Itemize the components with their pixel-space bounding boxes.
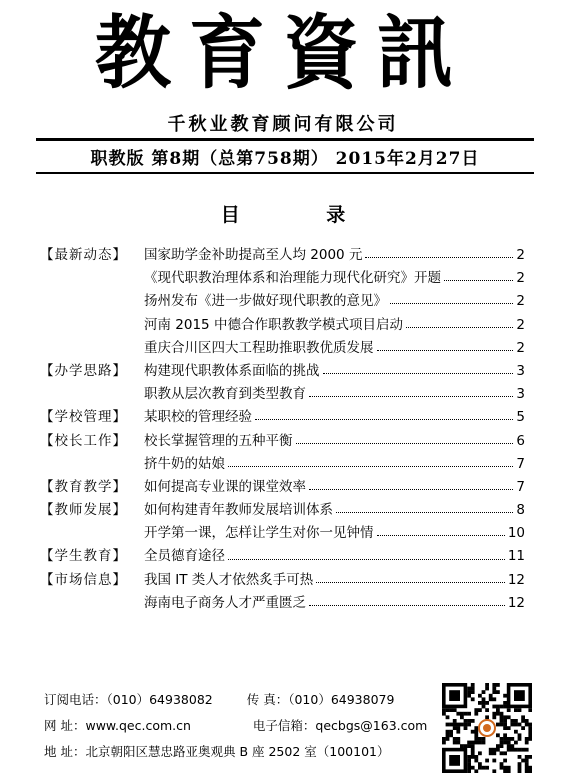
toc-page-number: 2 xyxy=(516,293,525,310)
toc-row[interactable] xyxy=(40,383,525,406)
toc-category: 【校长工作】 xyxy=(40,432,127,449)
header-rule-bottom xyxy=(36,172,534,174)
toc-leader-dots xyxy=(228,559,505,560)
toc-category: 【市场信息】 xyxy=(40,571,127,588)
masthead-title: 教育資訊 xyxy=(95,5,471,100)
toc-row[interactable] xyxy=(40,453,525,476)
toc-leader-dots xyxy=(390,303,513,304)
address: 地 址：北京朝阳区慧忠路亚奥观典 B 座 2502 室（100101） xyxy=(44,744,390,759)
toc-entry[interactable] xyxy=(144,499,525,522)
toc-leader-dots xyxy=(309,489,513,490)
toc-leader-dots xyxy=(309,396,513,397)
toc-entry-title: 《现代职教治理体系和治理能力现代化研究》开题 xyxy=(144,270,441,287)
toc-entry-title: 职教从层次教育到类型教育 xyxy=(144,386,306,403)
toc-leader-dots xyxy=(365,257,513,258)
toc-page-number: 10 xyxy=(507,525,525,542)
toc-row[interactable] xyxy=(40,499,525,522)
company-name: 千秋业教育顾问有限公司 xyxy=(167,114,399,135)
toc-row[interactable] xyxy=(40,290,525,313)
toc-page-number: 5 xyxy=(516,409,525,426)
toc-entry[interactable] xyxy=(144,267,525,290)
subscribe-phone: 订阅电话：（010）64938082 xyxy=(44,692,213,707)
toc-leader-dots xyxy=(377,535,505,536)
toc-entry-title: 如何构建青年教师发展培训体系 xyxy=(144,502,333,519)
toc-entry[interactable] xyxy=(144,592,525,615)
toc-row[interactable] xyxy=(40,337,525,360)
toc-page-number: 2 xyxy=(516,339,525,356)
toc-page-number: 3 xyxy=(516,362,525,379)
fax-number: 传 真：（010）64938079 xyxy=(246,692,395,707)
toc-page-number: 2 xyxy=(516,247,525,263)
toc-page-number: 7 xyxy=(516,455,525,472)
toc-page-number: 12 xyxy=(507,571,525,588)
toc-row[interactable] xyxy=(40,522,525,545)
toc-category: 【学校管理】 xyxy=(40,409,127,426)
contact-line-address xyxy=(44,742,389,762)
toc-entry[interactable] xyxy=(144,406,525,429)
toc-entry-title: 国家助学金补助提高至人均 2000 元 xyxy=(144,247,363,263)
toc-page-number: 12 xyxy=(507,594,525,611)
toc-page-number: 2 xyxy=(516,270,525,287)
toc-row[interactable] xyxy=(40,476,525,499)
toc-leader-dots xyxy=(406,327,513,328)
toc-row[interactable] xyxy=(40,569,525,592)
toc-entry-title: 全员德育途径 xyxy=(144,548,225,565)
toc-leader-dots xyxy=(228,466,513,467)
toc-entry[interactable] xyxy=(144,383,525,406)
toc-leader-dots xyxy=(255,419,513,420)
toc-entry-title: 某职校的管理经验 xyxy=(144,409,252,426)
toc-entry-title: 我国 IT 类人才依然炙手可热 xyxy=(144,571,314,588)
toc-category: 【教育教学】 xyxy=(40,478,127,495)
toc-category: 【办学思路】 xyxy=(40,362,127,379)
toc-row[interactable] xyxy=(40,406,525,429)
header-rule-top xyxy=(36,138,534,141)
email[interactable]: 电子信箱：qecbgs@163.com xyxy=(252,718,428,733)
toc-category: 【最新动态】 xyxy=(40,247,127,263)
toc-entry-title: 开学第一课，怎样让学生对你一见钟情 xyxy=(144,525,374,542)
toc-page-number: 3 xyxy=(516,386,525,403)
toc-entry-title: 河南 2015 中德合作职教教学模式项目启动 xyxy=(144,316,403,333)
toc-entry[interactable] xyxy=(144,453,525,476)
toc-leader-dots xyxy=(323,373,514,374)
toc-entry[interactable] xyxy=(144,522,525,545)
toc-entry[interactable] xyxy=(144,569,525,592)
toc-entry[interactable] xyxy=(144,244,525,267)
toc-entry-title: 构建现代职教体系面临的挑战 xyxy=(144,362,320,379)
website[interactable]: 网 址：www.qec.com.cn xyxy=(44,718,191,733)
issue-line: 职教版 第8期（总第758期） 2015年2月27日 xyxy=(90,149,480,169)
toc-entry[interactable] xyxy=(144,430,525,453)
toc-row[interactable] xyxy=(40,244,525,267)
toc-row[interactable] xyxy=(40,360,525,383)
toc-leader-dots xyxy=(377,350,514,351)
table-of-contents xyxy=(40,244,525,615)
toc-row[interactable] xyxy=(40,267,525,290)
toc-page-number: 2 xyxy=(516,316,525,333)
toc-row[interactable] xyxy=(40,314,525,337)
toc-row[interactable] xyxy=(40,430,525,453)
toc-leader-dots xyxy=(296,443,514,444)
toc-leader-dots xyxy=(444,280,513,281)
toc-entry-title: 重庆合川区四大工程助推职教优质发展 xyxy=(144,339,374,356)
toc-page-number: 6 xyxy=(516,432,525,449)
toc-entry-title: 如何提高专业课的课堂效率 xyxy=(144,478,306,495)
toc-category: 【学生教育】 xyxy=(40,548,127,565)
toc-entry-title: 校长掌握管理的五种平衡 xyxy=(144,432,293,449)
toc-page-number: 7 xyxy=(516,478,525,495)
toc-leader-dots xyxy=(316,582,505,583)
toc-entry[interactable] xyxy=(144,545,525,568)
toc-leader-dots xyxy=(336,512,513,513)
toc-entry[interactable] xyxy=(144,337,525,360)
toc-leader-dots xyxy=(309,605,505,606)
toc-page-number: 8 xyxy=(516,502,525,519)
toc-entry-title: 扬州发布《进一步做好现代职教的意见》 xyxy=(144,293,387,310)
toc-entry[interactable] xyxy=(144,476,525,499)
toc-page-number: 11 xyxy=(507,548,525,565)
contact-line-phone xyxy=(44,690,394,710)
toc-entry-title: 海南电子商务人才严重匮乏 xyxy=(144,594,306,611)
toc-row[interactable] xyxy=(40,592,525,615)
toc-entry[interactable] xyxy=(144,290,525,313)
toc-category: 【教师发展】 xyxy=(40,502,127,519)
toc-row[interactable] xyxy=(40,545,525,568)
qr-code-icon xyxy=(442,683,532,773)
toc-title: 目 录 xyxy=(220,204,386,226)
toc-entry[interactable] xyxy=(144,360,525,383)
contact-line-web xyxy=(44,716,427,736)
toc-entry[interactable] xyxy=(144,314,525,337)
toc-entry-title: 挤牛奶的姑娘 xyxy=(144,455,225,472)
